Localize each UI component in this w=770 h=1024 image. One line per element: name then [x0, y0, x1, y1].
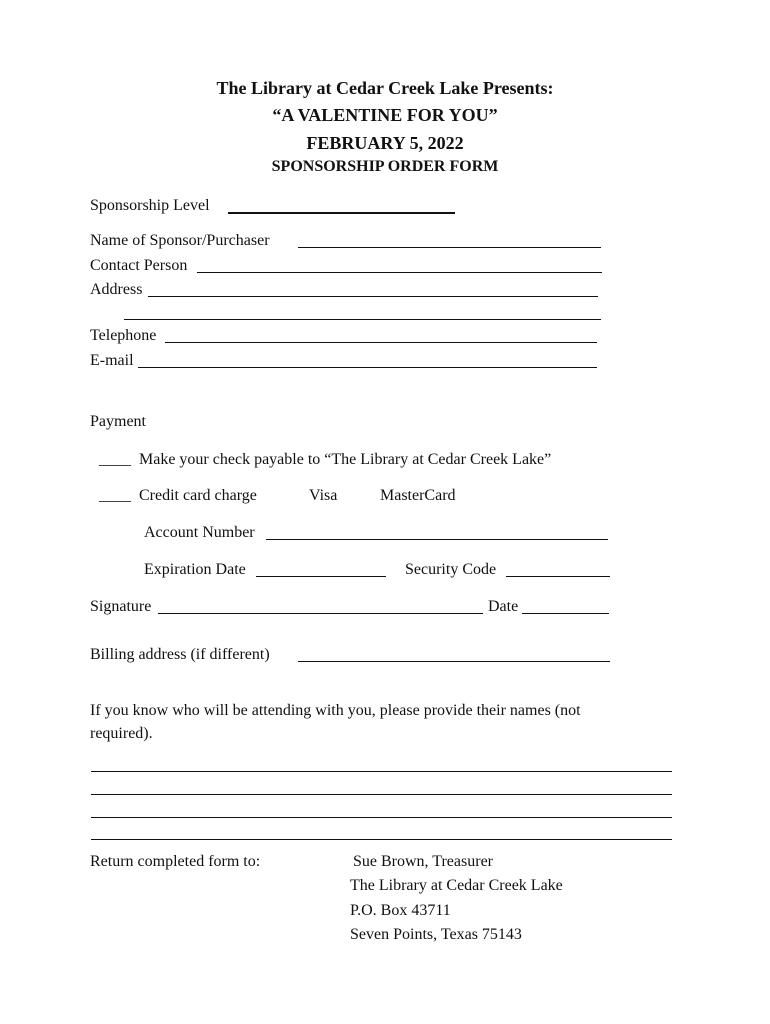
return-po-box: P.O. Box 43711 [350, 902, 451, 919]
return-organization: The Library at Cedar Creek Lake [350, 877, 563, 894]
attendee-name-line[interactable] [91, 817, 672, 818]
address-label: Address [90, 281, 143, 298]
contact-person-label: Contact Person [90, 257, 188, 274]
credit-card-option-label: Credit card charge [139, 487, 257, 504]
address-field[interactable] [148, 296, 598, 297]
security-code-label: Security Code [405, 561, 497, 578]
email-label: E-mail [90, 352, 134, 369]
attendees-instructions-cont: required). [90, 725, 153, 742]
signature-label: Signature [90, 598, 152, 615]
attendee-name-line[interactable] [91, 771, 672, 772]
return-label: Return completed form to: [90, 853, 261, 870]
form-subtitle: SPONSORSHIP ORDER FORM [271, 158, 499, 175]
expiration-date-label: Expiration Date [144, 561, 246, 578]
expiration-date-field[interactable] [256, 576, 386, 577]
sponsorship-level-label: Sponsorship Level [90, 197, 210, 214]
sponsor-name-field[interactable] [298, 247, 601, 248]
email-field[interactable] [138, 367, 597, 368]
address-field-line-2[interactable] [124, 319, 601, 320]
visa-option[interactable]: Visa [309, 487, 338, 504]
telephone-label: Telephone [90, 327, 157, 344]
security-code-field[interactable] [506, 576, 610, 577]
return-name: Sue Brown, Treasurer [353, 853, 493, 870]
account-number-label: Account Number [144, 524, 255, 541]
form-title: The Library at Cedar Creek Lake Presents: [216, 78, 554, 98]
date-field[interactable] [522, 613, 609, 614]
billing-address-label: Billing address (if different) [90, 646, 270, 663]
attendee-name-line[interactable] [91, 794, 672, 795]
sponsor-name-label: Name of Sponsor/Purchaser [90, 232, 270, 249]
attendees-instructions: If you know who will be attending with you, please provide their names (not [90, 702, 581, 719]
mastercard-option[interactable]: MasterCard [380, 487, 456, 504]
return-city: Seven Points, Texas 75143 [350, 926, 522, 943]
sponsorship-level-field[interactable] [228, 212, 455, 214]
contact-person-field[interactable] [197, 272, 602, 273]
account-number-field[interactable] [266, 539, 608, 540]
payment-heading: Payment [90, 413, 146, 430]
date-label: Date [488, 598, 519, 615]
check-option-blank[interactable]: ____ [99, 451, 131, 468]
attendee-name-line[interactable] [91, 839, 672, 840]
telephone-field[interactable] [165, 342, 597, 343]
signature-field[interactable] [158, 613, 483, 614]
event-name: “A VALENTINE FOR YOU” [272, 105, 498, 125]
check-option-label: Make your check payable to “The Library at Cedar Creek Lake” [139, 451, 552, 468]
credit-card-option-blank[interactable]: ____ [99, 487, 131, 504]
event-date: FEBRUARY 5, 2022 [306, 133, 464, 153]
billing-address-field[interactable] [298, 661, 610, 662]
